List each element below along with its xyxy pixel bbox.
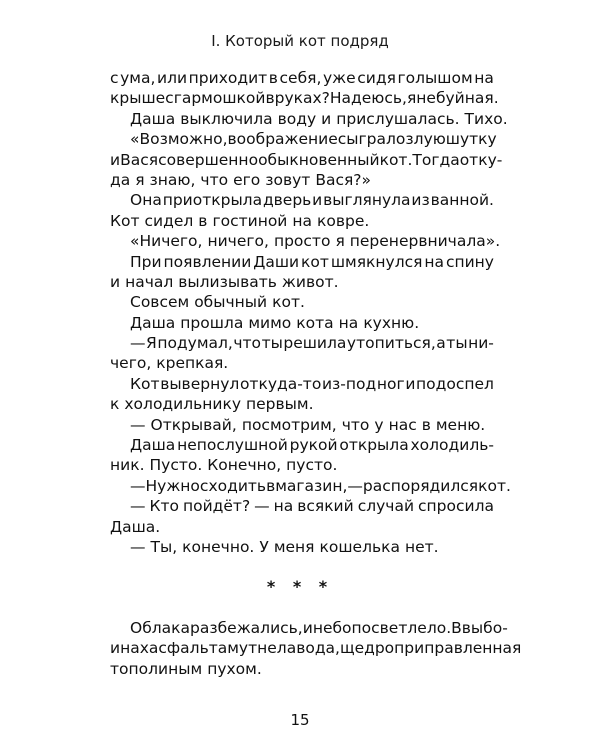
text-line: — Кто пойдёт? — на всякий случай спросила [130, 497, 494, 516]
running-header: I. Который кот подряд [211, 32, 389, 50]
text-line: Она приоткрыла дверь и выглянула из ванной. [130, 191, 494, 210]
text-line: и начал вылизывать живот. [110, 272, 339, 291]
text-line: Облака разбежались, и небо посветлело. В выбо- [130, 619, 508, 637]
text-line: инах асфальта мутнела вода, щедро приправленная [110, 639, 522, 658]
body-text-continued [110, 618, 522, 679]
text-line: «Возможно, воображение сыграло злую шутку [130, 130, 497, 149]
text-line: Совсем обычный кот. [130, 293, 305, 312]
text-line: ник. Пусто. Конечно, пусто. [110, 456, 338, 475]
body-text [110, 68, 511, 557]
text-line: — Я подумал, что ты решила утопиться, а ты ни- [130, 334, 494, 353]
text-line: чего, крепкая. [110, 354, 229, 373]
text-line: да я знаю, что его зовут Вася?» [110, 170, 372, 189]
text-line: тополиным пухом. [110, 659, 262, 678]
text-line: — Нужно сходить в магазин, — распорядился кот. [130, 476, 511, 495]
text-line: Даша прошла мимо кота на кухню. [130, 313, 420, 332]
text-line: Кот вывернул откуда-то из-под ног и подоспел [130, 374, 494, 393]
page-number: 15 [290, 711, 310, 729]
text-line: Даша непослушной рукой открыла холодиль- [130, 436, 494, 455]
text-line: — Ты, конечно. У меня кошелька нет. [130, 537, 439, 556]
text-line: крыше с гармошкой в руках? Надеюсь, я не буйная. [110, 89, 499, 108]
text-line: с ума, или приходит в себя, уже сидя голышом на [110, 69, 494, 87]
text-line: «Ничего, ничего, просто я перенервничала». [130, 232, 501, 251]
text-line: Даша выключила воду и прислушалась. Тихо. [130, 109, 508, 128]
text-line: Даша. [110, 517, 161, 536]
text-line: — Открывай, посмотрим, что у нас в меню. [130, 415, 486, 434]
text-line: и Вася совершенно обыкновенный кот. Тогда отку- [110, 150, 503, 169]
section-separator: * * * [266, 577, 334, 596]
text-line: к холодильнику первым. [110, 395, 314, 414]
text-line: Кот сидел в гостиной на ковре. [110, 211, 370, 230]
text-line: При появлении Даши кот шмякнулся на спину [130, 252, 494, 271]
